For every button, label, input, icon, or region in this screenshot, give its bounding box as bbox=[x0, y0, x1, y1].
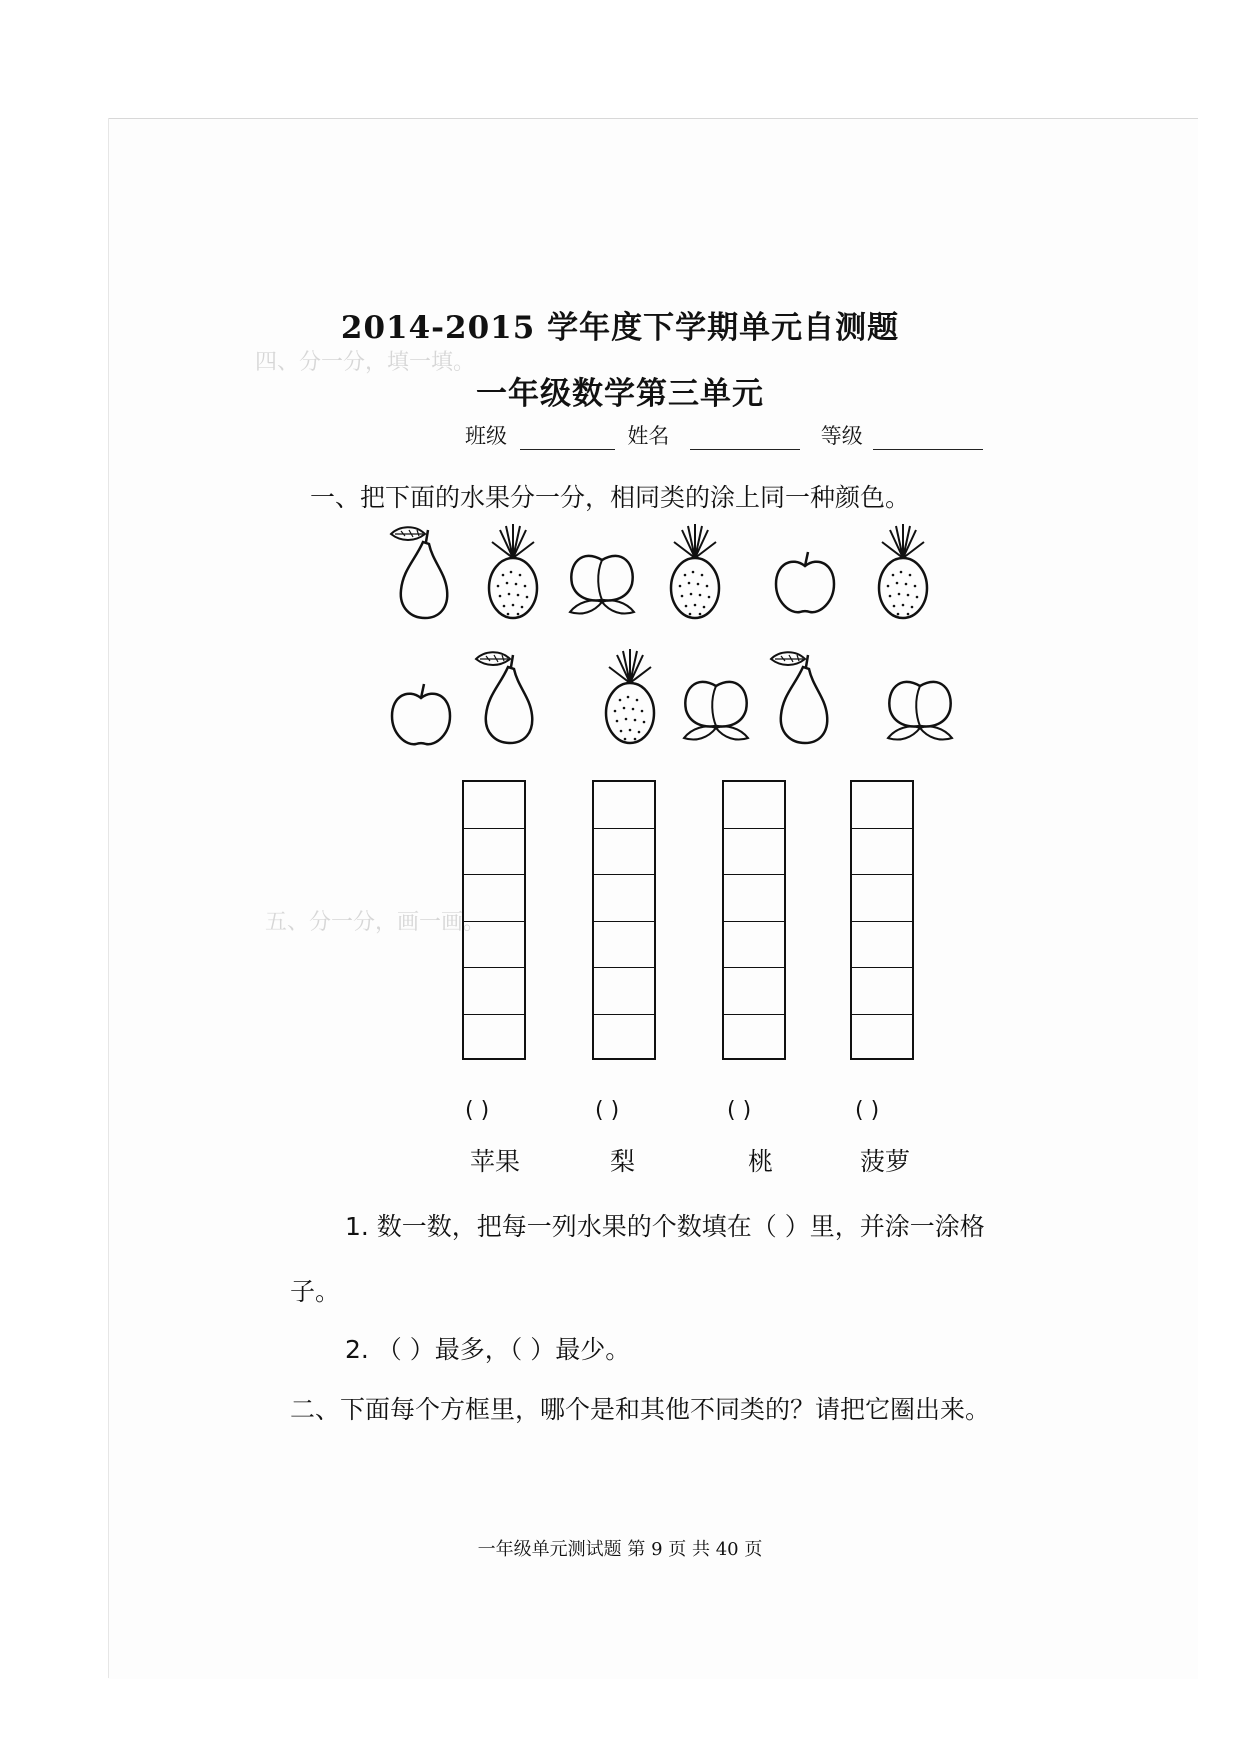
pear-icon[interactable] bbox=[765, 645, 835, 745]
grid-cell[interactable] bbox=[464, 1015, 524, 1062]
question-1-line1: 1. 数一数，把每一列水果的个数填在（ ）里，并涂一涂格 bbox=[345, 1212, 985, 1241]
grid-cell[interactable] bbox=[724, 782, 784, 829]
pineapple-label: 菠萝 bbox=[860, 1147, 911, 1176]
page-title: 2014-2015 学年度下学期单元自测题 bbox=[340, 310, 900, 346]
question-2: 2. （ ）最多，（ ）最少。 bbox=[345, 1335, 631, 1364]
pineapple-icon[interactable] bbox=[478, 520, 548, 620]
apple-count-answer[interactable]: ( ) bbox=[465, 1098, 490, 1123]
pear-label: 梨 bbox=[610, 1147, 636, 1176]
pineapple-icon[interactable] bbox=[660, 520, 730, 620]
question-1-line2: 子。 bbox=[290, 1277, 341, 1306]
section1-heading: 一、把下面的水果分一分，相同类的涂上同一种颜色。 bbox=[310, 483, 911, 512]
grid-cell[interactable] bbox=[464, 875, 524, 922]
grid-cell[interactable] bbox=[852, 782, 912, 829]
pineapple-count-answer[interactable]: ( ) bbox=[855, 1098, 880, 1123]
grid-cell[interactable] bbox=[852, 922, 912, 969]
grid-cell[interactable] bbox=[724, 875, 784, 922]
peach-label: 桃 bbox=[748, 1147, 774, 1176]
apple-count-column[interactable] bbox=[462, 780, 526, 1060]
grade-field[interactable] bbox=[873, 427, 983, 450]
section2-heading: 二、下面每个方框里，哪个是和其他不同类的？请把它圈出来。 bbox=[290, 1395, 991, 1424]
grid-cell[interactable] bbox=[594, 922, 654, 969]
pear-count-column[interactable] bbox=[592, 780, 656, 1060]
grid-cell[interactable] bbox=[594, 968, 654, 1015]
paper-edge bbox=[108, 118, 109, 1678]
show-through-text: 四、分一分，填一填。 bbox=[255, 350, 476, 375]
grid-cell[interactable] bbox=[594, 782, 654, 829]
grid-cell[interactable] bbox=[724, 922, 784, 969]
grid-cell[interactable] bbox=[852, 829, 912, 876]
page-subtitle: 一年级数学第三单元 bbox=[476, 376, 764, 412]
pineapple-icon[interactable] bbox=[595, 645, 665, 745]
grid-cell[interactable] bbox=[594, 1015, 654, 1062]
peach-count-column[interactable] bbox=[722, 780, 786, 1060]
student-info-row bbox=[465, 420, 983, 450]
apple-label: 苹果 bbox=[470, 1147, 521, 1176]
grade-label: 等级 bbox=[820, 424, 863, 448]
name-label: 姓名 bbox=[627, 424, 670, 448]
peach-icon[interactable] bbox=[676, 666, 756, 746]
grid-cell[interactable] bbox=[594, 875, 654, 922]
grid-cell[interactable] bbox=[724, 1015, 784, 1062]
peach-count-answer[interactable]: ( ) bbox=[727, 1098, 752, 1123]
peach-icon[interactable] bbox=[880, 666, 960, 746]
name-field[interactable] bbox=[690, 427, 800, 450]
grid-cell[interactable] bbox=[724, 829, 784, 876]
pineapple-icon[interactable] bbox=[868, 520, 938, 620]
grid-cell[interactable] bbox=[464, 782, 524, 829]
class-field[interactable] bbox=[520, 427, 615, 450]
grid-cell[interactable] bbox=[464, 829, 524, 876]
pear-count-answer[interactable]: ( ) bbox=[595, 1098, 620, 1123]
pineapple-count-column[interactable] bbox=[850, 780, 914, 1060]
apple-icon[interactable] bbox=[386, 680, 456, 750]
pear-icon[interactable] bbox=[470, 645, 540, 745]
grid-cell[interactable] bbox=[464, 968, 524, 1015]
grid-cell[interactable] bbox=[852, 968, 912, 1015]
grid-cell[interactable] bbox=[464, 922, 524, 969]
page-footer: 一年级单元测试题 第 9 页 共 40 页 bbox=[477, 1539, 763, 1560]
grid-cell[interactable] bbox=[852, 1015, 912, 1062]
show-through-text: 五、分一分，画一画。 bbox=[265, 910, 486, 935]
pear-icon[interactable] bbox=[385, 520, 455, 620]
grid-cell[interactable] bbox=[724, 968, 784, 1015]
grid-cell[interactable] bbox=[594, 829, 654, 876]
grid-cell[interactable] bbox=[852, 875, 912, 922]
peach-icon[interactable] bbox=[562, 540, 642, 620]
apple-icon[interactable] bbox=[770, 548, 840, 618]
class-label: 班级 bbox=[465, 424, 507, 448]
